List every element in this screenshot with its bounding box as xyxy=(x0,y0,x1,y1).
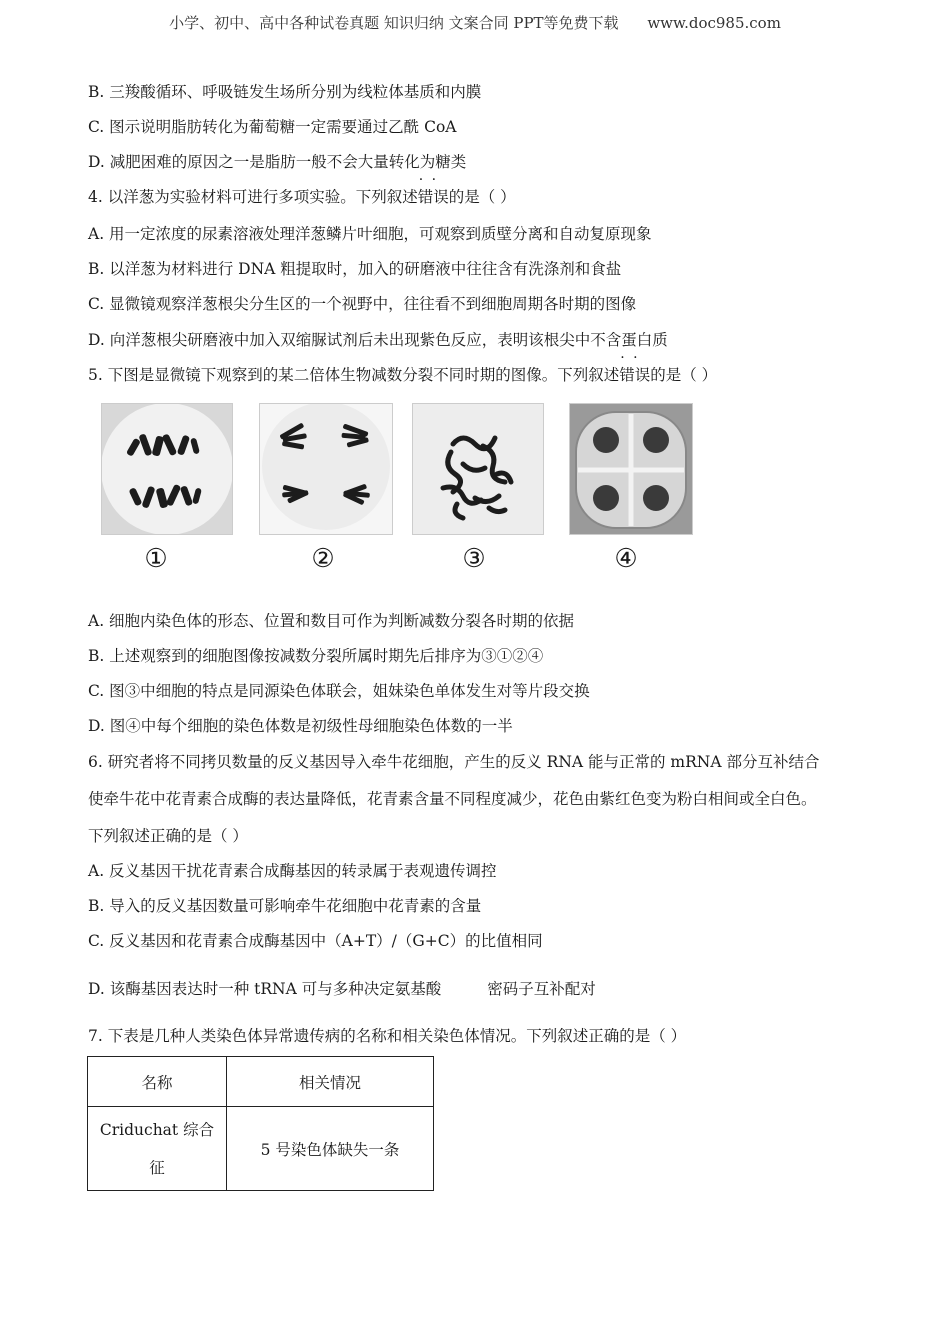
q4-option-a: A. 用一定浓度的尿素溶液处理洋葱鳞片叶细胞，可观察到质壁分离和自动复原现象 xyxy=(88,225,652,243)
q6-stem-line1: 6. 研究者将不同拷贝数量的反义基因导入牵牛花细胞，产生的反义 RNA 能与正常的 mRNA 部分互补结合 xyxy=(88,753,820,771)
q5-option-c: C. 图③中细胞的特点是同源染色体联会，姐妹染色单体发生对等片段交换 xyxy=(88,682,590,700)
micrograph-2 xyxy=(259,403,393,535)
q6-stem-line2: 使牵牛花中花青素合成酶的表达量降低，花青素含量不同程度减少，花色由紫红色变为粉白相间或全白色。 xyxy=(88,790,817,808)
q3-option-d: D. 减肥困难的原因之一是脂肪一般不会大量转化为糖类 xyxy=(88,153,467,171)
q6-option-b: B. 导入的反义基因数量可影响牵牛花细胞中花青素的含量 xyxy=(88,897,482,915)
q5-stem: 5. 下图是显微镜下观察到的某二倍体生物减数分裂不同时期的图像。下列叙述· · 错误的是（ ） xyxy=(88,364,717,386)
figure-label-3: ③ xyxy=(462,544,486,574)
q3-option-c: C. 图示说明脂肪转化为葡萄糖一定需要通过乙酰 CoA xyxy=(88,118,457,136)
table-header-name: 名称 xyxy=(88,1057,227,1107)
figure-label-4: ④ xyxy=(614,544,638,574)
q5-option-b: B. 上述观察到的细胞图像按减数分裂所属时期先后排序为③①②④ xyxy=(88,647,544,665)
q5-option-a: A. 细胞内染色体的形态、位置和数目可作为判断减数分裂各时期的依据 xyxy=(88,612,575,630)
q4-option-c: C. 显微镜观察洋葱根尖分生区的一个视野中，往往看不到细胞周期各时期的图像 xyxy=(88,295,637,313)
header-text: 小学、初中、高中各种试卷真题 知识归纳 文案合同 PPT等免费下载 xyxy=(169,14,619,32)
table-cell-info: 5 号染色体缺失一条 xyxy=(227,1107,434,1191)
table-header-row xyxy=(88,1057,434,1107)
q5-emphasis: · · 错误 xyxy=(619,364,650,386)
q6-stem-line3: 下列叙述正确的是（ ） xyxy=(88,827,248,845)
q4-emphasis: · · 错误 xyxy=(418,186,449,208)
micrograph-1 xyxy=(101,403,233,535)
q3-option-b: B. 三羧酸循环、呼吸链发生场所分别为线粒体基质和内膜 xyxy=(88,83,482,101)
q4-option-d: D. 向洋葱根尖研磨液中加入双缩脲试剂后未出现紫色反应，表明该根尖中不含蛋白质 xyxy=(88,331,668,349)
table-row xyxy=(88,1107,434,1191)
q5-option-d: D. 图④中每个细胞的染色体数是初级性母细胞染色体数的一半 xyxy=(88,717,513,735)
table-cell-name: Criduchat 综合 征 xyxy=(88,1107,227,1191)
q6-option-c: C. 反义基因和花青素合成酶基因中（A+T）/（G+C）的比值相同 xyxy=(88,932,543,950)
table-header-info: 相关情况 xyxy=(227,1057,434,1107)
figure-label-2: ② xyxy=(311,544,335,574)
q7-stem: 7. 下表是几种人类染色体异常遗传病的名称和相关染色体情况。下列叙述正确的是（ ） xyxy=(88,1027,687,1045)
disease-table xyxy=(87,1056,434,1191)
figure-label-1: ① xyxy=(144,544,168,574)
micrograph-4 xyxy=(569,403,693,535)
q6-option-a: A. 反义基因干扰花青素合成酶基因的转录属于表观遗传调控 xyxy=(88,862,497,880)
q4-option-b: B. 以洋葱为材料进行 DNA 粗提取时，加入的研磨液中往往含有洗涤剂和食盐 xyxy=(88,260,622,278)
q6-option-d: D. 该酶基因表达时一种 tRNA 可与多种决定氨基酸 密码子互补配对 xyxy=(88,980,596,998)
micrograph-3 xyxy=(412,403,544,535)
header-site[interactable]: www.doc985.com xyxy=(647,14,781,32)
page-header xyxy=(0,12,950,33)
q4-stem: 4. 以洋葱为实验材料可进行多项实验。下列叙述· · 错误的是（ ） xyxy=(88,186,516,208)
